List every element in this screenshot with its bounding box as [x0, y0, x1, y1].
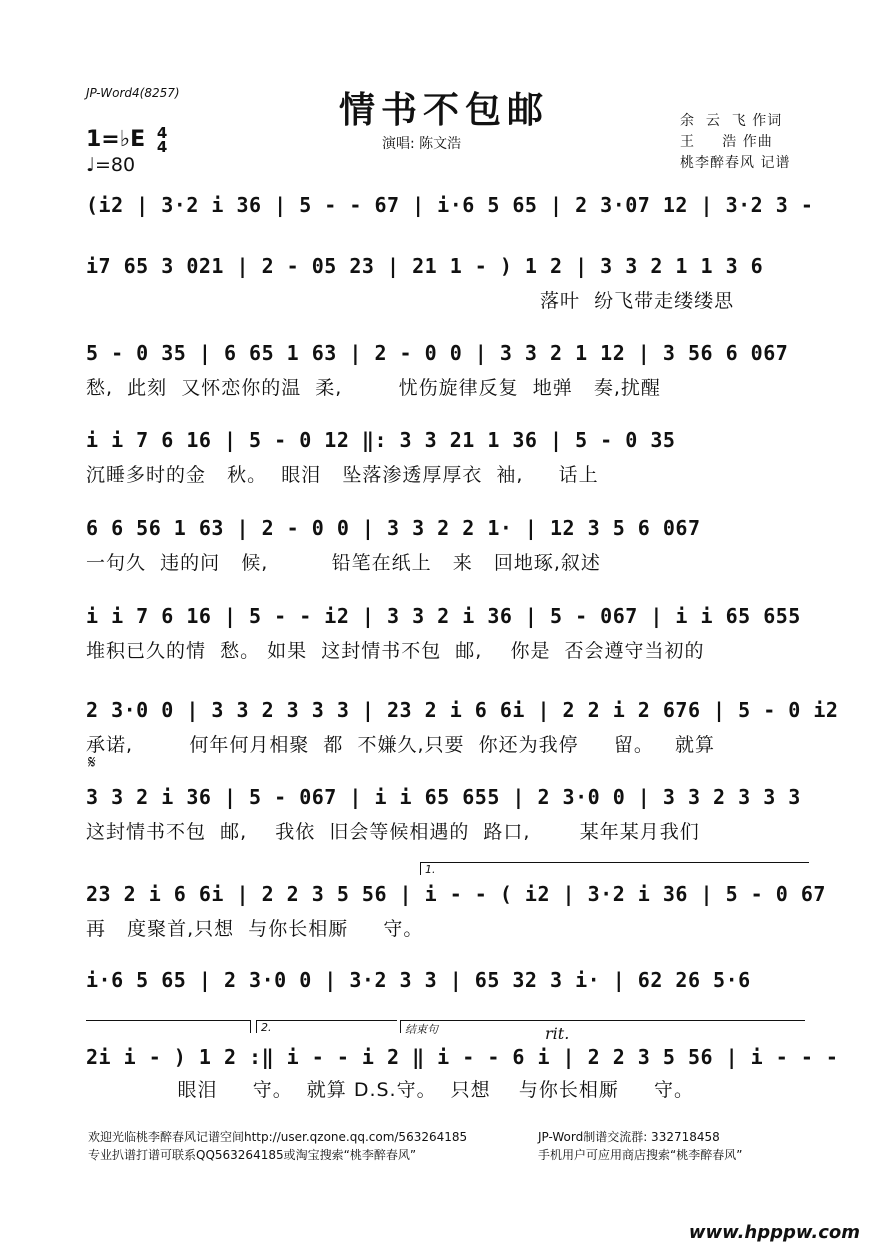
lyric-row-3: 愁, 此刻 又怀恋你的温 柔, 忧伤旋律反复 地弹 奏,扰醒 — [86, 377, 661, 399]
lyric-row-6: 堆积已久的情 愁。 如果 这封情书不包 邮, 你是 否会遵守当初的 — [86, 640, 705, 662]
notation-row-8: 3 3 2 i 36 | 5 - 067 | i i 65 655 | 2 3·0 0 | 3 3 2 3 3 3 — [86, 785, 801, 809]
notation-row-10: i·6 5 65 | 2 3·0 0 | 3·2 3 3 | 65 32 3 i· | 62 26 5·6 — [86, 968, 751, 992]
notation-row-11: 2i i - ) 1 2 :‖ i - - i 2 ‖ i - - 6 i | 2 2 3 5 56 | i - - - — [86, 1045, 839, 1069]
first-ending-continuation — [86, 1020, 251, 1033]
lyric-row-9: 再 度聚首,只想 与你长相厮 守。 — [86, 918, 424, 940]
song-title: 情书不包邮 — [338, 89, 549, 131]
lyric-row-11: 眼泪 守。 就算 D.S.守。 只想 与你长相厮 守。 — [86, 1079, 695, 1101]
second-ending-label: 2. — [261, 1021, 272, 1034]
footer-line-2-left: 专业扒谱打谱可联系QQ563264185或淘宝搜索“桃李醉春风” — [88, 1148, 417, 1162]
transcriber-credit: 桃李醉春风 记谱 — [680, 155, 791, 171]
footer-line-1-left: 欢迎光临桃李醉春风记谱空间http://user.qzone.qq.com/563264185 — [88, 1130, 468, 1144]
notation-row-1: (i2 | 3·2 i 36 | 5 - - 67 | i·6 5 65 | 2 3·07 12 | 3·2 3 - — [86, 193, 814, 217]
notation-row-5: 6 6 56 1 63 | 2 - 0 0 | 3 3 2 2 1· | 12 3 5 6 067 — [86, 516, 701, 540]
tempo-marking: ♩=80 — [86, 154, 136, 176]
key-signature — [86, 126, 167, 154]
notation-row-6: i i 7 6 16 | 5 - - i2 | 3 3 2 i 36 | 5 - 067 | i i 65 655 — [86, 604, 801, 628]
footer-line-1-right: JP-Word制谱交流群: 332718458 — [538, 1130, 720, 1144]
first-ending-bracket — [420, 862, 809, 875]
composer-credit: 王 浩 作曲 — [680, 134, 773, 150]
lyric-row-5: 一句久 违的问 候, 铅笔在纸上 来 回地琢,叙述 — [86, 552, 601, 574]
time-sig-bottom: 4 — [156, 138, 168, 156]
lyric-row-2: 落叶 纷飞带走缕缕思 — [540, 290, 735, 312]
lyric-row-7: 承诺, 何年何月相聚 都 不嫌久,只要 你还为我停 留。 就算 — [86, 734, 715, 756]
software-label: JP-Word4(8257) — [86, 86, 180, 100]
second-ending-bracket — [256, 1020, 397, 1033]
lyric-row-8: 这封情书不包 邮, 我依 旧会等候相遇的 路口, 某年某月我们 — [86, 821, 700, 843]
notation-row-9: 23 2 i 6 6i | 2 2 3 5 56 | i - - ( i2 | 3·2 i 36 | 5 - 0 67 — [86, 882, 826, 906]
website-watermark[interactable]: www.hpppw.com — [688, 1222, 860, 1243]
notation-row-3: 5 - 0 35 | 6 65 1 63 | 2 - 0 0 | 3 3 2 1 12 | 3 56 6 067 — [86, 341, 789, 365]
notation-row-2: i7 65 3 021 | 2 - 05 23 | 21 1 - ) 1 2 | 3 3 2 1 1 3 6 — [86, 254, 764, 278]
coda-label: 结束句 — [405, 1023, 438, 1036]
time-signature — [157, 126, 167, 154]
time-sig-top: 4 — [156, 124, 168, 142]
footer-line-2-right: 手机用户可应用商店搜索“桃李醉春风” — [538, 1148, 743, 1162]
notation-row-7: 2 3·0 0 | 3 3 2 3 3 3 | 23 2 i 6 6i | 2 2 i 2 676 | 5 - 0 i2 — [86, 698, 839, 722]
key-label: 1=♭E — [86, 127, 146, 152]
notation-row-4: i i 7 6 16 | 5 - 0 12 ‖: 3 3 21 1 36 | 5 - 0 35 — [86, 428, 676, 452]
lyricist-credit: 余 云 飞 作词 — [680, 113, 783, 129]
lyric-row-4: 沉睡多时的金 秋。 眼泪 坠落渗透厚厚衣 袖, 话上 — [86, 464, 599, 486]
ritardando-marking: rit. — [545, 1024, 570, 1043]
singer-credit: 演唱: 陈文浩 — [382, 136, 462, 152]
first-ending-label: 1. — [425, 863, 436, 876]
segno-sign: 𝄋 — [88, 752, 96, 773]
